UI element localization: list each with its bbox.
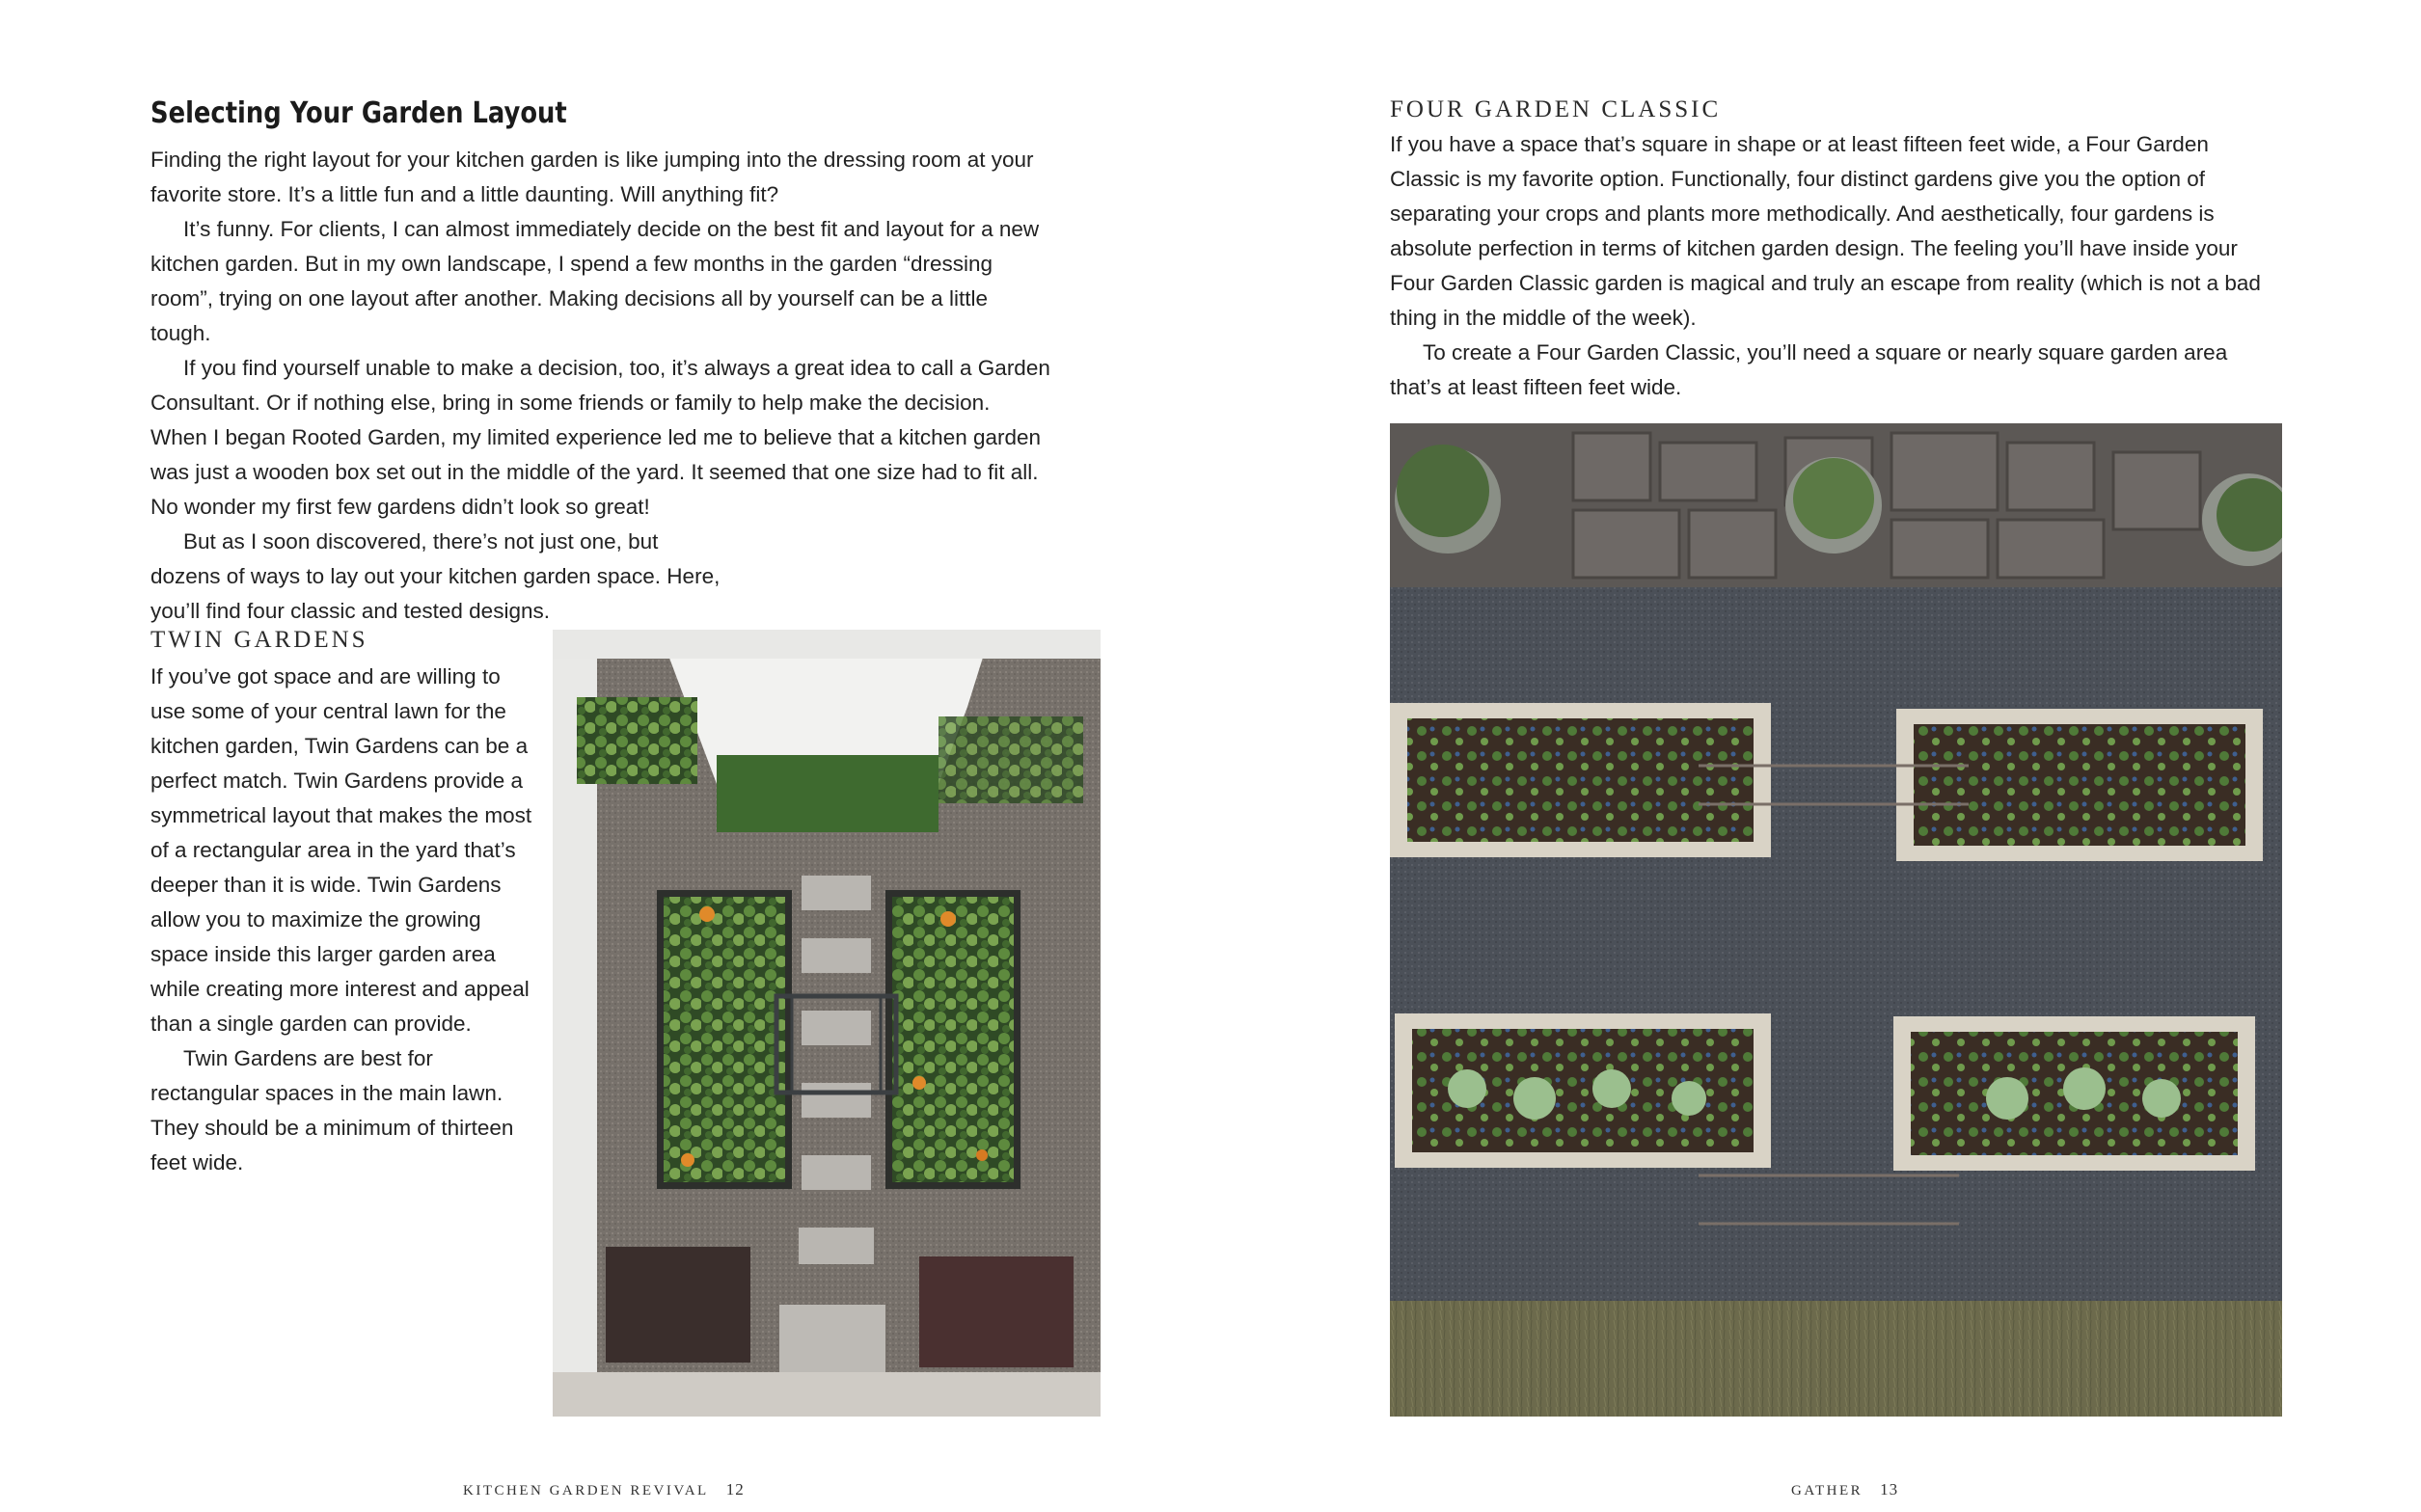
four-garden-text [1390, 127, 2277, 405]
twin-gardens-paragraph: If you’ve got space and are willing to use some of your central lawn for the kitchen garden, Twin Gardens can be a perfect match. Twin Gardens provide a symmetrical layout that makes the most of a rectangular area in the yard that’s deeper than it is wide. Twin Gardens allow you to maximize the growing space inside this larger garden area while creating more interest and appeal than a single garden can provide. [150, 664, 532, 1036]
intro-paragraph: It’s funny. For clients, I can almost immediately decide on the best fit and layout for a new kitchen garden. But in my own landscape, I spend a few months in the garden “dressing room”, trying on one layout after another. Making decisions all by yourself can be a little tough. [150, 217, 1040, 345]
intro-paragraph: But as I soon discovered, there’s not just one, but dozens of ways to lay out your kitchen garden space. Here, you’ll find four classic and tested designs. [150, 529, 721, 623]
right-footer-title: GATHER [1791, 1483, 1863, 1498]
twin-gardens-paragraph: Twin Gardens are best for rectangular spaces in the main lawn. They should be a minimum of thirteen feet wide. [150, 1046, 514, 1174]
left-page-number: 12 [725, 1480, 745, 1498]
twin-gardens-illustration [553, 630, 1101, 1417]
intro-paragraph: Finding the right layout for your kitchen garden is like jumping into the dressing room at your favorite store. It’s a little fun and a little daunting. Will anything fit? [150, 148, 1034, 206]
twin-gardens-heading: TWIN GARDENS [150, 627, 368, 653]
four-garden-photo [1390, 423, 2282, 1417]
intro-text [150, 143, 1052, 629]
page-heading: Selecting Your Garden Layout [150, 96, 567, 130]
intro-paragraph: If you find yourself unable to make a decision, too, it’s always a great idea to call a Garden Consultant. Or if nothing else, bring in some friends or family to help make the decision. When I began Rooted Garden, my limited experience led me to believe that a kitchen garden was just a wooden box set out in the middle of the yard. It seemed that one size had to fit all. No wonder my first few gardens didn’t look so great! [150, 356, 1050, 519]
twin-gardens-text [150, 660, 534, 1180]
left-footer [463, 1480, 745, 1499]
four-garden-illustration [1390, 423, 2282, 1417]
right-page-number: 13 [1880, 1480, 1899, 1498]
four-garden-heading: FOUR GARDEN CLASSIC [1390, 96, 1722, 122]
four-garden-paragraph: To create a Four Garden Classic, you’ll need a square or nearly square garden area that’s at least fifteen feet wide. [1390, 340, 2228, 399]
four-garden-paragraph: If you have a space that’s square in shape or at least fifteen feet wide, a Four Garden Classic is my favorite option. Functionally, four distinct gardens give you the option of separating your crops and plants more methodically. And aesthetically, four gardens is absolute perfection in terms of kitchen garden design. The feeling you’ll have inside your Four Garden Classic garden is magical and truly an escape from reality (which is not a bad thing in the middle of the week). [1390, 132, 2261, 330]
left-footer-title: KITCHEN GARDEN REVIVAL [463, 1483, 709, 1498]
twin-gardens-photo [553, 630, 1101, 1417]
right-footer [1791, 1480, 1898, 1499]
